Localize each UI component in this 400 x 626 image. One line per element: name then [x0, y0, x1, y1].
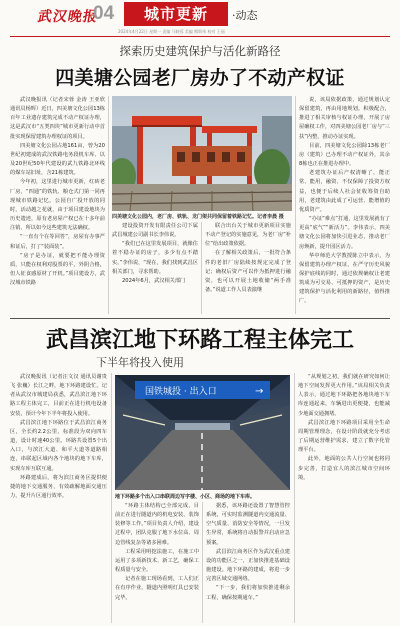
column-tag: ·动态 [232, 9, 258, 22]
article2-lead: 武汉晚报讯（记者汪文汉 通讯员谢贵飞 张巍）长江之畔，地下环路建设忙。记者从武汉市城建局获悉，武昌滨江地下环路工程主体完工，目前正在进行机电设备安装，预计今年下半年将投入使用。 [10, 374, 107, 417]
article1-headline: 四美塘公园老厂房办了不动产权证 [55, 67, 345, 89]
article2-kicker: 下半年将投入使用 [96, 356, 184, 369]
article1-paragraph: 华中师范大学教授陈立中表示，为保留建筑办理产权证，在严守历史风貌保护底线的同时，通过依规确权让老建筑成为可交易、可抵押的资产，是历史建筑保护与活化利用的新路径，值得推广。 [299, 252, 390, 305]
article1-paragraph: 2024年6月，武汉相关部门 [122, 277, 186, 284]
section-name: 城市更新 [143, 5, 208, 23]
article1-paragraph: 今年初，这里进行城市更新，红砖老厂房、“四通”的铁轨、粮仓式门第一同再现城市铁路记忆。公园自广投开放的同时，活动越之花就，由于项目建设地块为历史遗迹，原有老房屋产权已在十多年前注销，所以如今这些建筑无法确权。 [10, 179, 105, 232]
column-divider [201, 222, 202, 314]
article1-kicker: 探索历史建筑保护与活化新路径 [119, 44, 281, 58]
article1-paragraph: 目前，四美塘文化公园除13栋老厂房（建筑）已办理不动产权证外，其余8栋也正在推进办理中。 [299, 142, 390, 168]
issue-info-line: 2024年4月22日 星期一 责编 马晓蓉 美编 熊斯伟 校对 王丽 [118, 29, 225, 34]
article1-paragraph: 老建筑办证后产权清晰了，能正常、能用，融资、不仅保障了投资方权益，也便于后续人社会征收筹资自助用，老建筑由此成了可运营、能增值的优质资产。 [299, 170, 390, 213]
article2-column-3 [206, 502, 290, 623]
article1-paragraph: “房子是办证，就要把不能办理资质，只能在权利对股票的平，外阴合格，但人征食感原材了开机。”项目建设方，武汉城市铁路 [10, 252, 105, 287]
article2-paragraph: 武昌滨江地下环路位于武昌滨江商务区，全长约2.2公里，标准段为双向四车道，设计时速40公里。环路共设置5个出入口，与滨江大道、和平大道等道路相连，串联起区域内各个地块的地下车库，实现车库互联互通。 [10, 419, 107, 472]
article1-column-2 [112, 222, 198, 314]
article2-photo-caption: 地下环路多个出入口串联周边写字楼、小区、商场的地下车库。 [115, 494, 256, 500]
column-divider [295, 96, 296, 314]
article2-paragraph: “下一步，我们将加快推进剩余工程，确保按期通车。” [206, 585, 290, 601]
article2-paragraph: “环路主体结构已全部完成，目前正在进行隧道内的机电安装、装饰装修等工作。”项目负责人介绍，建设过程中，团队克服了地下水位高、周边管线复杂等诸多困难。 [115, 503, 199, 546]
article1-column-1 [10, 96, 105, 314]
article2-paragraph: “从规划之初，我们就在研究如何让地下空间发挥更大作用。”该局相关负责人表示，通过地下环路把各地块地下车库连通起来，车辆进出更便捷，也能减少地面交通拥堵。 [298, 374, 390, 417]
article2-paragraph: 环路建成后，将为滨江商务区提供便捷的地下交通服务，有效疏解地面交通压力，提升片区通行效率。 [10, 474, 107, 500]
article1-paragraph: 联合出台关于城市更新项目实施不动产登记的实施意见，为老厂房“补位”给出政策依据。 [205, 223, 291, 248]
masthead [0, 0, 400, 34]
article1-paragraph: “办证”难点”打通，这里发展就有了更高“底气”“新活力”。李伟表示，四美塘文化公园将加快引进业态，推动老厂房焕新，提升园区活力。 [299, 216, 390, 250]
column-divider [108, 96, 109, 314]
article-separator [10, 318, 390, 319]
article2-paragraph: 此外，地面的公共人行空间也将同步完善，打造宜人的滨江城市空间环境。 [298, 456, 390, 481]
column-divider [202, 502, 203, 623]
article2-column-4 [298, 373, 390, 623]
article2-headline: 武昌滨江地下环路工程主体完工 [45, 328, 354, 353]
article1-paragraph: 建设投资开发有限责任公司下属武昌城建公司副书长李伟说。 [112, 223, 198, 239]
article2-paragraph: 武昌滨江地下环路项目采用全生命周期管理理念，在设计阶段就充分考虑了后期运营维护需求，建立了数字化管理平台。 [298, 419, 390, 454]
column-divider [111, 373, 112, 623]
article1-paragraph: 四美塘文化公园占地161亩，曾为20世纪初建成的武汉铁路电务段机车库、以及20世纪50年代建设的武九铁路北环线的煤车站旧址，含21栋建筑。 [10, 142, 105, 177]
article2-paragraph: 工程采用明挖法施工，在施工中运用了多项新技术、新工艺，确保工程质量与安全。 [115, 548, 199, 574]
article1-column-3 [205, 222, 291, 314]
article1-lead: 武汉晚报讯（记者宋蓉 金涛 王亚欣 通讯员杨辉）近日，四美塘文化公园13栋百年工业遗存建筑完成不动产权证办理，这是武汉市“五类四块”城市更新行动中首批实现保留建筑办理权证的项目。 [10, 97, 105, 140]
paper-name: 武汉晚报 [36, 9, 100, 25]
page-number: 04 [93, 3, 115, 24]
article2-column-2 [115, 502, 199, 623]
article1-paragraph: “一直有个在等回答”，房屋有办事严和证后，打了“装面装”。 [10, 234, 105, 250]
article1-paragraph: “我们已在这里发展项目，就像住着不稳办证的房子，多少有点不踏实。”李伟说，“现在，我们找到武昌区相关部门，寻求帮助。 [112, 241, 198, 275]
article2-paragraph: 记者在施工现场看到，工人们正在有序作业，隧道内照明灯具已安装完毕。 [115, 576, 199, 601]
article2-paragraph: 据悉，该环路还设置了智慧管控系统，可实时监测隧道内交通流量、空气质量、消防安全等情况，一旦发生异常，系统将自动报警并启动应急预案。 [206, 503, 290, 546]
article2-column-1 [10, 373, 107, 623]
column-divider [294, 373, 295, 623]
tunnel-arrow-icon: → [255, 386, 264, 397]
section-banner [124, 2, 228, 26]
article1-paragraph: 在了解相关政策后，一批符合条件的老旧厂房陆续按规定完成了登记；确权后资产可以作为抵押进行融资，也可以开展土地收储“两手准备。”说道工作人员表演继 [205, 250, 291, 294]
article2-paragraph: 武昌滨江商务区作为武汉重点建设的功能区之一，正加快推进基础设施建设。地下环路的建成，将进一步完善区域交通网络。 [206, 548, 290, 583]
tunnel-sign-text: 国铁城投 · 出入口 [145, 387, 217, 397]
masthead-rule [10, 36, 390, 37]
article1-photo [112, 96, 292, 211]
article1-column-4 [299, 96, 390, 314]
article2-photo [115, 375, 290, 490]
article1-paragraph: 说，该局依据政策，通过规划认定保留建筑，再由用地规划。积极配合，推进了相关审核与权证办理，开展了房屋确权工作，对四美塘公园老厂房与“三扶”内整，推动办证实现。 [299, 97, 390, 140]
article1-photo-caption: 四美塘文化公园内，老厂房、铁轨、龙门架共同保留着铁路记忆。记者李晨 摄 [112, 214, 284, 220]
